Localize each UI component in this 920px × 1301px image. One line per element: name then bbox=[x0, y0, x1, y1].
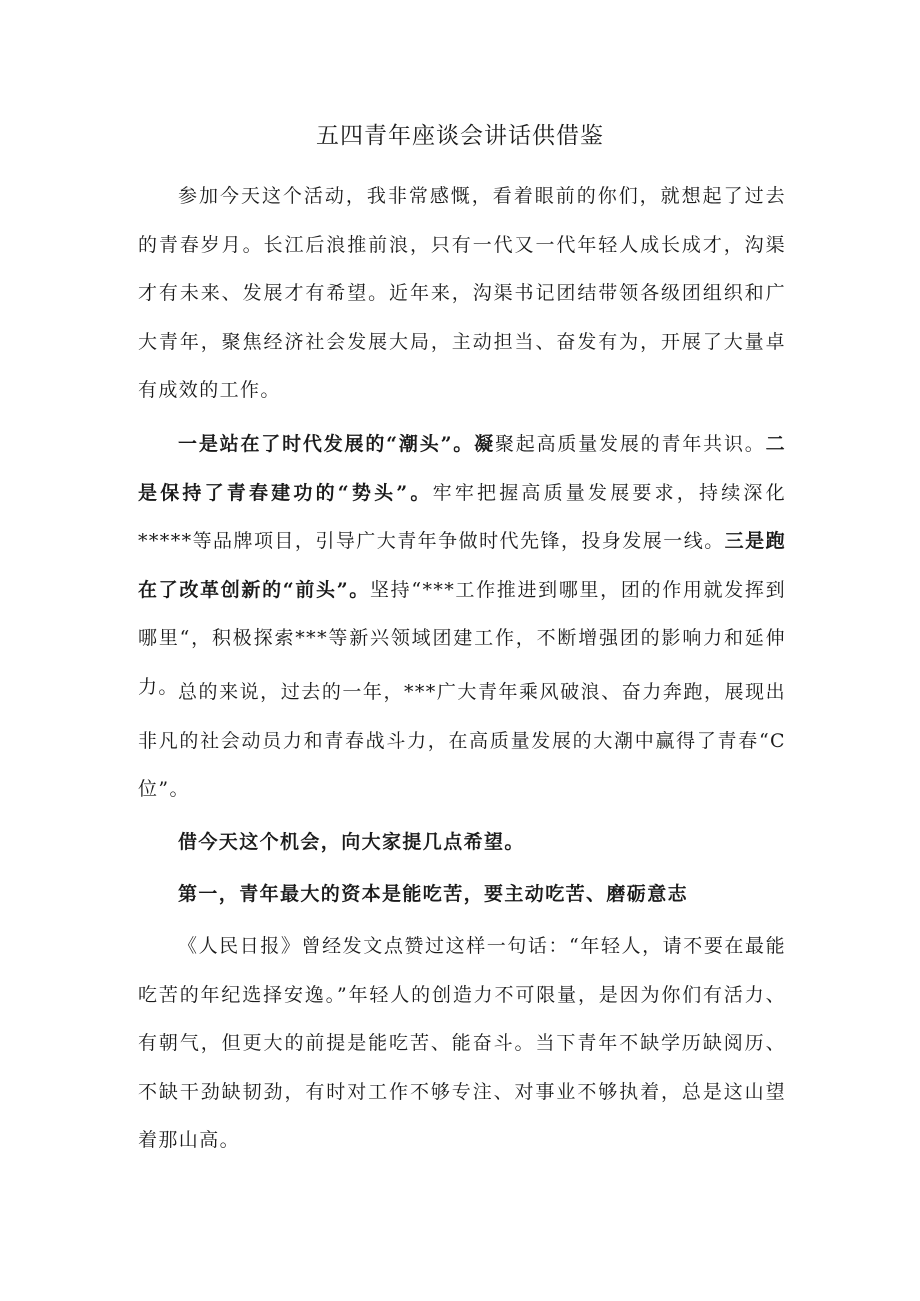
paragraph-hopes-intro: 借今天这个机会，向大家提几点希望。 bbox=[178, 831, 525, 853]
point-one-heading: 一是站在了时代发展的“潮头”。凝 bbox=[178, 433, 495, 455]
section-heading-first: 第一，青年最大的资本是能吃苦，要主动吃苦、磨砺意志 bbox=[178, 883, 689, 905]
point-two-text: 牢牢把握高质量发展要求，持续深化*****等品牌项目，引导广大青年争做时代先锋，投身发展一线。 bbox=[138, 481, 786, 553]
page-title: 五四青年座谈会讲话供借鉴 bbox=[316, 123, 604, 149]
point-three-text: 坚持“***工作推进到哪里，团的作用就发挥到哪里“，积极探索***等新兴领域团建工作，不断增强团的影响力和延伸力。 bbox=[138, 578, 786, 698]
paragraph-intro: 参加今天这个活动，我非常感慨，看着眼前的你们，就想起了过去的青春岁月。长江后浪推前浪，只有一代又一代年轻人成长成才，沟渠才有未来、发展才有希望。近年来，沟渠书记团结带领各级团组织和广大青年，聚焦经济社会发展大局，主动担当、奋发有为，开展了大量卓有成效的工作。 bbox=[138, 185, 786, 402]
paragraph-people-daily-quote: 《人民日报》曾经发文点赞过这样一句话：“年轻人，请不要在最能吃苦的年纪选择安逸。”年轻人的创造力不可限量，是因为你们有活力、有朝气，但更大的前提是能吃苦、能奋斗。当下青年不缺学历缺阅历、不缺干劲缺韧劲，有时对工作不够专注、对事业不够执着，总是这山望着那山高。 bbox=[138, 935, 786, 1152]
point-two-heading: 二是保持了青春建功的“势头”。 bbox=[138, 433, 786, 504]
point-three-heading: 三是跑在了改革创新的“前头”。 bbox=[138, 530, 787, 601]
paragraph-summary: 总的来说，过去的一年，***广大青年乘风破浪、奋力奔跑，展现出非凡的社会动员力和青春战斗力，在高质量发展的大潮中赢得了青春“C位”。 bbox=[138, 681, 786, 801]
point-one-text: 聚起高质量发展的青年共识。 bbox=[494, 433, 766, 455]
